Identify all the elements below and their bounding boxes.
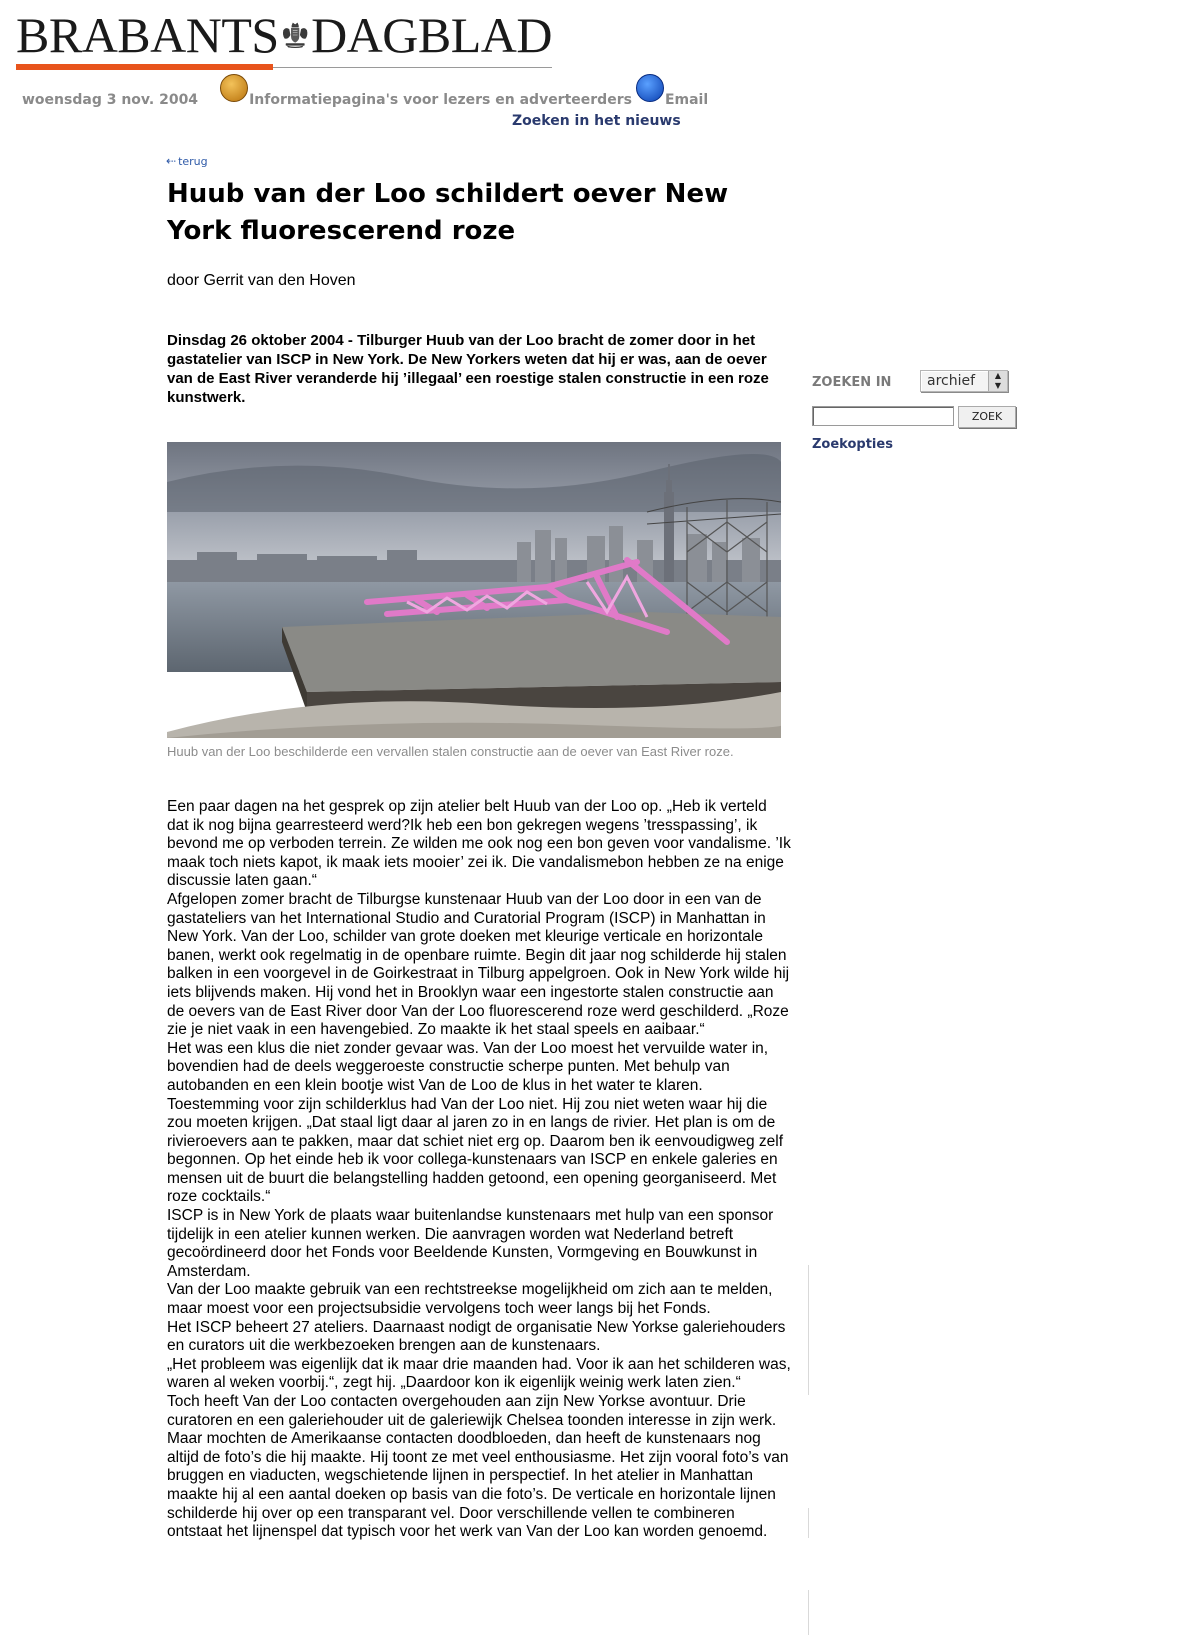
article-paragraph: ISCP is in New York de plaats waar buitenlandse kunstenaars met hulp van een sponsor tijdelijk in een atelier kunnen werken. Die aanvragen worden wat Nederland betreft gecoördineerd door het Fonds voor Beeldende Kunsten, Vormgeving en Bouwkunst in Amsterdam. — [167, 1207, 774, 1280]
back-arrow-icon: ⇠ — [166, 154, 177, 168]
article-paragraph: Toch heeft Van der Loo contacten overgehouden aan zijn New Yorkse avontuur. Drie curatoren en een galeriehouder uit de galeriewijk Chelsea toonden interesse in zijn werk. — [167, 1393, 777, 1429]
masthead-accent-rule — [16, 64, 273, 70]
article-body — [167, 798, 792, 1542]
search-button[interactable]: ZOEK — [958, 406, 1016, 428]
masthead-name-right: DAGBLAD — [311, 7, 552, 63]
search-input[interactable] — [812, 406, 954, 426]
search-in-label: ZOEKEN IN — [812, 375, 892, 390]
info-pages-icon[interactable] — [220, 74, 248, 102]
search-scope-select[interactable] — [920, 370, 1008, 392]
article-paragraph: Maar mochten de Amerikaanse contacten doodbloeden, dan heeft de kunstenaars nog altijd de foto’s die hij maakte. Hij toont ze met veel enthousiasme. Het zijn vooral foto’s van bruggen en viaducten, wegschietende lijnen in perspectief. In het atelier in Manhattan maakte hij al een aantal doeken op basis van die foto’s. De verticale en horizontale lijnen schilderde hij over op een transparant vel. Door verschillende vellen te combineren ontstaat het lijnenspel dat typisch voor het werk van Van der Loo kan worden genoemd. — [167, 1430, 789, 1541]
info-pages-link[interactable]: Informatiepagina's voor lezers en adverteerders — [249, 92, 632, 108]
masthead[interactable] — [16, 7, 552, 72]
photo-caption: Huub van der Loo beschilderde een vervallen stalen constructie aan de oever van East River roze. — [167, 744, 734, 759]
article-photo — [167, 442, 781, 738]
masthead-divider — [273, 67, 552, 68]
current-date: woensdag 3 nov. 2004 — [22, 92, 199, 108]
article-paragraph: Het ISCP beheert 27 ateliers. Daarnaast nodigt de organisatie New Yorkse galeriehouders en curators uit die werkbezoeken brengen aan de kunstenaars. — [167, 1318, 786, 1355]
email-icon[interactable] — [636, 74, 664, 102]
article-paragraph: Het was een klus die niet zonder gevaar was. Van der Loo moest het vervuilde water in, bovendien had de deels weggeroeste constructie scherpe punten. Met behulp van autobanden en een klein bootje wist Van de Loo de klus in het water te klaren. — [167, 1039, 769, 1094]
article-paragraph: Afgelopen zomer bracht de Tilburgse kunstenaar Huub van der Loo door in een van de gastateliers van het International Studio and Curatorial Program (ISCP) in Manhattan in New York. Van der Loo, schilder van grote doeken met kleurige verticale en horizontale banen, werkt ook regelmatig in de openbare ruimte. Begin dit jaar nog schilderde hij stalen balken in een voorgevel in de Goirkestraat in Tilburg appelgroen. Ook in New York wilde hij iets blijvends maken. Hij vond het in Brooklyn waar een ingestorte stalen constructie aan de oevers van de East River door Van der Loo fluorescerend roze werd geschilderd. „Roze zie je niet vaak in een havengebied. Zo maakte ik het staal speels en aaibaar.“ — [167, 890, 790, 1039]
select-arrows-icon[interactable]: ▲ ▼ — [988, 371, 1007, 391]
scan-edge-mark — [808, 1508, 809, 1538]
article-paragraph: „Het probleem was eigenlijk dat ik maar drie maanden had. Voor ik aan het schilderen was, waren al weken voorbij.“, zegt hij. „Daardoor kon ik eigenlijk weinig werk laten zien.“ — [167, 1355, 791, 1392]
email-link[interactable]: Email — [664, 92, 709, 108]
scan-edge-mark — [808, 1590, 809, 1635]
search-news-link[interactable]: Zoeken in het nieuws — [512, 113, 681, 129]
top-navigation — [22, 78, 712, 108]
search-options-link[interactable]: Zoekopties — [812, 437, 893, 452]
scan-edge-mark — [808, 1265, 809, 1395]
article-headline: Huub van der Loo schildert oever New York fluorescerend roze — [167, 179, 729, 246]
back-link-label: terug — [178, 154, 208, 168]
back-link[interactable] — [166, 154, 208, 168]
article-paragraph: Toestemming voor zijn schilderklus had Van der Loo niet. Hij zou niet weten waar hij die zou moeten krijgen. „Dat staal ligt daar al jaren zo in en langs de rivier. Het plan is om de rivieroevers aan te pakken, maar dat schiet niet erg op. Daarom ben ik eenvoudigweg zelf begonnen. Op het einde heb ik voor collega-kunstenaars van ISCP en enkele galeries en mensen uit de buurt die belangstelling hadden getoond, een opening georganiseerd. Met roze cocktails.“ — [167, 1095, 784, 1206]
search-scope-value: archief — [927, 373, 976, 389]
masthead-logo[interactable] — [16, 7, 552, 63]
article-byline: door Gerrit van den Hoven — [167, 272, 356, 289]
masthead-name-left: BRABANTS — [16, 7, 279, 63]
article-paragraph: Een paar dagen na het gesprek op zijn atelier belt Huub van der Loo op. „Heb ik verteld dat ik nog bijna gearresteerd werd?Ik heb een bon gekregen wegens ’tresspassing’, ik bevond me op verboden terrein. Ze wilden me ook nog een bon geven voor vandalisme. ’Ik maak toch niets kapot, ik maak iets mooier’ zei ik. Die vandalismebon hebben ze na enige discussie laten gaan.“ — [167, 798, 791, 890]
royal-crest-icon — [281, 13, 309, 57]
article-paragraph: Van der Loo maakte gebruik van een rechtstreekse mogelijkheid om zich aan te melden, maar moest voor een projectsubsidie vervolgens toch weer langs bij het Fonds. — [167, 1281, 773, 1318]
article-lead: Dinsdag 26 oktober 2004 - Tilburger Huub van der Loo bracht de zomer door in het gastatelier van ISCP in New York. De New Yorkers weten dat hij er was, aan de oever van de East River veranderde hij ’illegaal’ een roestige stalen constructie in een roze kunstwerk. — [167, 332, 769, 406]
